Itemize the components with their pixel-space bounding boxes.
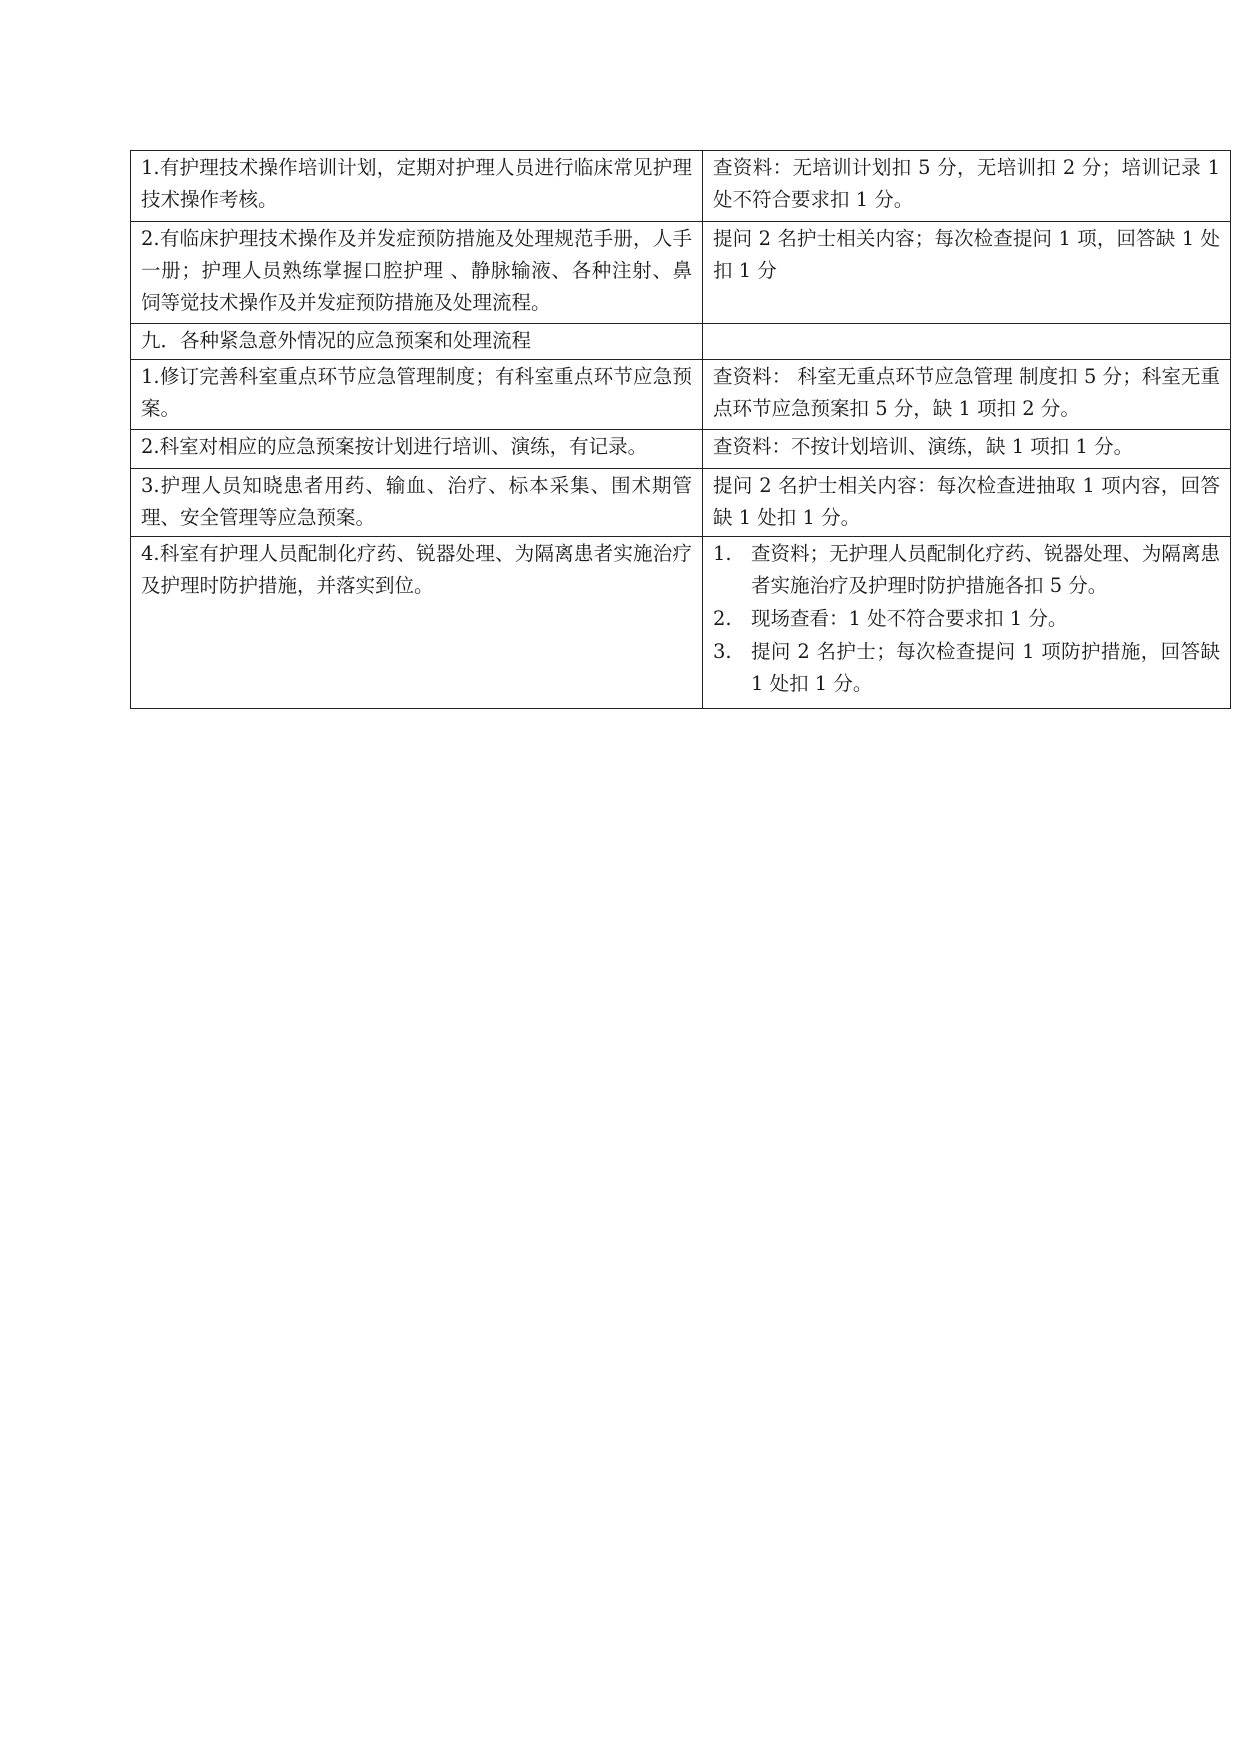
scoring-cell-empty — [703, 324, 1231, 360]
list-number: 2. — [713, 607, 732, 630]
scoring-cell: 查资料：不按计划培训、演练，缺 1 项扣 1 分。 — [703, 430, 1231, 469]
scoring-cell: 查资料： 科室无重点环节应急管理 制度扣 5 分；科室无重点环节应急预案扣 5 分，缺 1 项扣 2 分。 — [703, 360, 1231, 430]
section-heading: 九．各种紧急意外情况的应急预案和处理流程 — [131, 324, 703, 360]
table-row — [131, 151, 1231, 222]
list-text: 现场查看：1 处不符合要求扣 1 分。 — [751, 607, 1068, 630]
table-row — [131, 430, 1231, 469]
scoring-cell: 提问 2 名护士相关内容：每次检查进抽取 1 项内容，回答缺 1 处扣 1 分。 — [703, 469, 1231, 537]
scoring-cell: 查资料：无培训计划扣 5 分，无培训扣 2 分；培训记录 1 处不符合要求扣 1 分。 — [703, 151, 1231, 222]
standards-table — [130, 150, 1231, 709]
list-text: 提问 2 名护士；每次检查提问 1 项防护措施，回答缺 1 处扣 1 分。 — [751, 640, 1220, 695]
table-row — [131, 360, 1231, 430]
list-number: 1. — [713, 542, 732, 565]
requirement-cell: 1.有护理技术操作培训计划，定期对护理人员进行临床常见护理技术操作考核。 — [131, 151, 703, 222]
list-item — [713, 636, 1220, 700]
list-text: 查资料；无护理人员配制化疗药、锐器处理、为隔离患者实施治疗及护理时防护措施各扣 5 分。 — [751, 542, 1220, 597]
requirement-cell: 2.有临床护理技术操作及并发症预防措施及处理规范手册，人手一册；护理人员熟练掌握口腔护理 、静脉输液、各种注射、鼻饲等觉技术操作及并发症预防措施及处理流程。 — [131, 222, 703, 324]
requirement-cell: 1.修订完善科室重点环节应急管理制度；有科室重点环节应急预案。 — [131, 360, 703, 430]
requirement-cell: 2.科室对相应的应急预案按计划进行培训、演练，有记录。 — [131, 430, 703, 469]
table-row — [131, 222, 1231, 324]
list-item — [713, 603, 1220, 635]
scoring-cell — [703, 537, 1231, 709]
scoring-list — [713, 538, 1220, 700]
requirement-cell: 4.科室有护理人员配制化疗药、锐器处理、为隔离患者实施治疗及护理时防护措施，并落实到位。 — [131, 537, 703, 709]
table-row — [131, 537, 1231, 709]
scoring-cell: 提问 2 名护士相关内容；每次检查提问 1 项，回答缺 1 处扣 1 分 — [703, 222, 1231, 324]
requirement-cell: 3.护理人员知晓患者用药、输血、治疗、标本采集、围术期管理、安全管理等应急预案。 — [131, 469, 703, 537]
list-number: 3. — [713, 640, 732, 663]
table-row — [131, 469, 1231, 537]
section-heading-row — [131, 324, 1231, 360]
list-item — [713, 538, 1220, 602]
